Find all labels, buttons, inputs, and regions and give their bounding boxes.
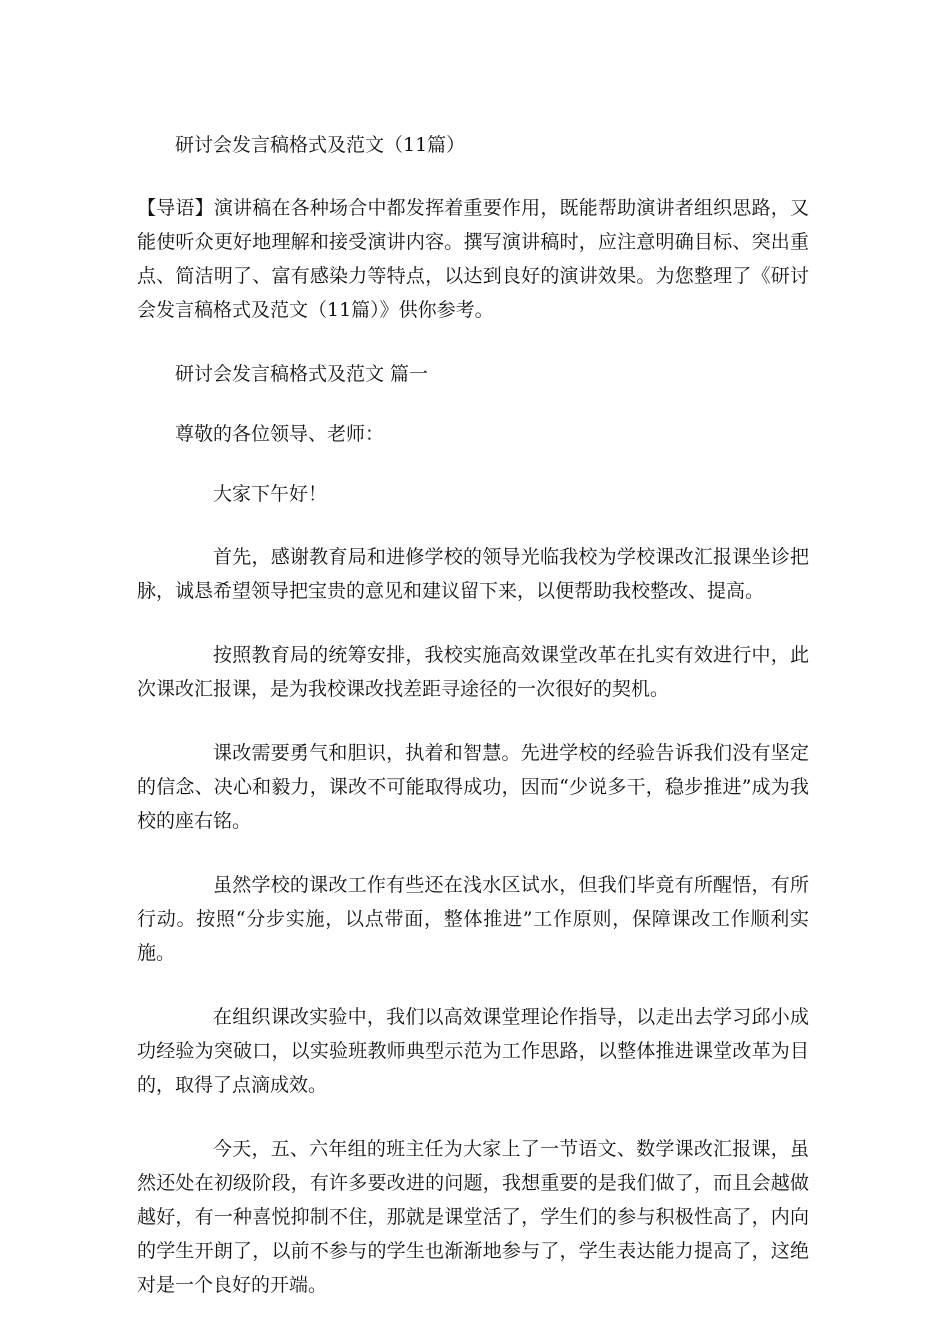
section-heading: 研讨会发言稿格式及范文 篇一 — [175, 363, 429, 385]
body-paragraph-2: 按照教育局的统筹安排，我校实施高效课堂改革在扎实有效进行中，此次课改汇报课，是为我校课改找差距寻途径的一次很好的契机。 — [137, 644, 809, 700]
intro-paragraph: 【导语】演讲稿在各种场合中都发挥着重要作用，既能帮助演讲者组织思路，又能使听众更好地理解和接受演讲内容。撰写演讲稿时，应注意明确目标、突出重点、简洁明了、富有感染力等特点，以达到良好的演讲效果。为您整理了《研讨会发言稿格式及范文（11篇）》供你参考。 — [137, 197, 809, 321]
document-title: 研讨会发言稿格式及范文（11篇） — [175, 134, 466, 156]
body-paragraph-5: 在组织课改实验中，我们以高效课堂理论作指导，以走出去学习邱小成功经验为突破口，以实验班教师典型示范为工作思路，以整体推进课堂改革为目的，取得了点滴成效。 — [137, 1006, 809, 1096]
document-body — [137, 128, 809, 1332]
greeting-paragraph: 大家下午好！ — [213, 483, 328, 505]
salutation: 尊敬的各位领导、老师： — [175, 423, 385, 445]
body-paragraph-3: 课改需要勇气和胆识，执着和智慧。先进学校的经验告诉我们没有坚定的信念、决心和毅力，课改不可能取得成功，因而“少说多干，稳步推进”成为我校的座右铭。 — [137, 742, 809, 832]
body-paragraph-6: 今天，五、六年组的班主任为大家上了一节语文、数学课改汇报课，虽然还处在初级阶段，有许多要改进的问题，我想重要的是我们做了，而且会越做越好，有一种喜悦抑制不住，那就是课堂活了，学生们的参与积极性高了，内向的学生开朗了，以前不参与的学生也渐渐地参与了，学生表达能力提高了，这绝对是一个良好的开端。 — [137, 1138, 809, 1296]
body-paragraph-1: 首先，感谢教育局和进修学校的领导光临我校为学校课改汇报课坐诊把脉，诚恳希望领导把宝贵的意见和建议留下来，以便帮助我校整改、提高。 — [137, 546, 809, 602]
body-paragraph-4: 虽然学校的课改工作有些还在浅水区试水，但我们毕竟有所醒悟，有所行动。按照“分步实施，以点带面，整体推进”工作原则，保障课改工作顺利实施。 — [137, 874, 809, 964]
